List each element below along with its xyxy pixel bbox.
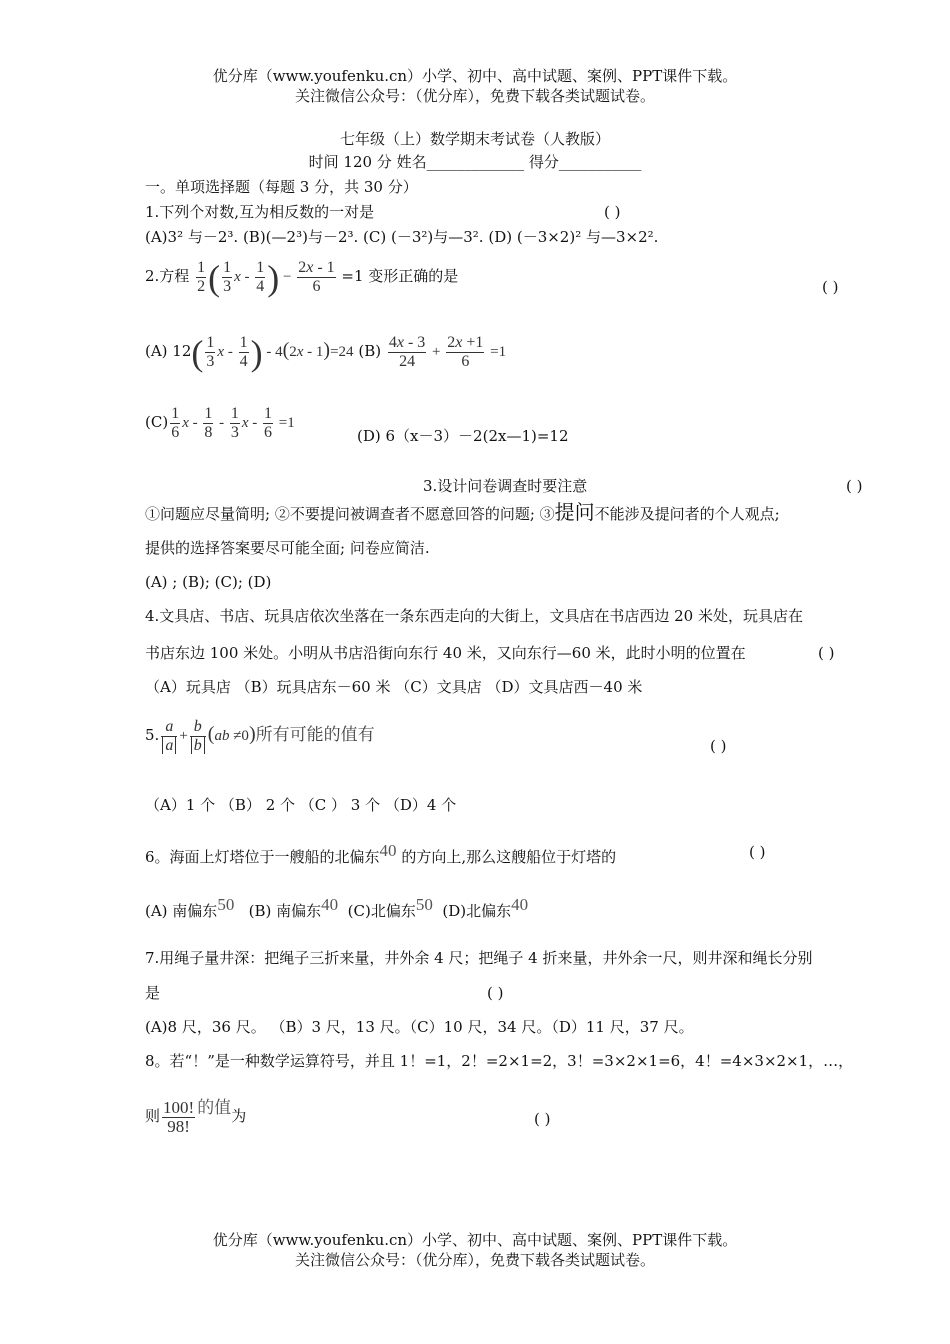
q6-option-d: (D)北偏东: [442, 902, 512, 920]
q6-stem-a: 6。海面上灯塔位于一艘船的北偏东: [145, 848, 380, 866]
q3-options: (A) ; (B); (C); (D): [145, 573, 272, 591]
q2-option-b-expr: $\frac{4x - 3}{24}$ + $\frac{2x +1}{6}$ =1: [388, 334, 507, 371]
q2-option-a-rhs: =24: [330, 344, 354, 360]
q6-option-d-value: 40: [511, 895, 529, 914]
q2-option-b-label: (B): [358, 342, 382, 360]
q1-stem: 1.下列个对数,互为相反数的一对是: [145, 203, 375, 221]
footer-line-2: 关注微信公众号：（优分库），免费下载各类试题试卷。: [294, 1251, 655, 1269]
q6-option-b-value: 40: [321, 895, 339, 914]
q2-equation: $\frac{1}{2}$ ( $\frac{1}{3}$ x - $\frac{1}{4}$ ) − $\frac{2x - 1}{6}$: [197, 257, 335, 298]
exam-info: 时间 120 分 姓名_____________ 得分___________: [308, 153, 642, 171]
header-line-2: 关注微信公众号：（优分库），免费下载各类试题试卷。: [294, 87, 655, 105]
q6-option-b: (B) 南偏东: [248, 902, 322, 920]
q3-line1-part-a: ①问题应尽量简明; ②不要提问被调查者不愿意回答的问题; ③: [145, 505, 555, 523]
q2-option-a-label: (A) 12: [145, 342, 192, 360]
section-heading: 一。单项选择题（每题 3 分，共 30 分）: [145, 178, 418, 196]
q2-stem: [145, 256, 458, 298]
q5-answer-bracket: ( ): [710, 737, 727, 755]
q2-suffix: =1 变形正确的是: [341, 267, 459, 285]
q6-options: [145, 890, 528, 926]
q6-option-a: (A) 南偏东: [145, 902, 218, 920]
q8-denominator: 98!: [167, 1116, 190, 1136]
q4-options: （A）玩具店 （B）玩具店东－60 米 （C）文具店 （D）文具店西－40 米: [145, 678, 643, 696]
q2-option-c-label: (C): [145, 413, 169, 431]
q2-option-c-expr: $\frac{1}{6}$ x - $\frac{1}{8}$ - $\frac{1}{3}$ x - $\frac{1}{6}$ =1: [171, 405, 295, 442]
q5-suffix: 所有可能的值有: [255, 725, 375, 745]
exam-title: 七年级（上）数学期末考试卷（人教版）: [339, 130, 610, 148]
q6-option-a-value: 50: [217, 895, 235, 914]
q1-answer-bracket: ( ): [604, 203, 621, 221]
q7-line2: 是: [145, 984, 161, 1002]
q3-line2: 提供的选择答案要尽可能全面; 问卷应简洁.: [145, 539, 430, 557]
q8-line1: 8。若“！”是一种数学运算符号，并且 1！=1，2！=2×1=2，3！=3×2×1=6，4！=4×3×2×1，…，: [145, 1052, 854, 1070]
q8-line2: [145, 1086, 246, 1138]
q3-stem: 3.设计问卷调查时要注意: [423, 477, 588, 495]
q4-line1: 4.文具店、书店、玩具店依次坐落在一条东西走向的大街上，文具店在书店西边 20 米处，玩具店在: [145, 607, 803, 625]
q6-angle: 40: [379, 841, 397, 860]
q3-line1-part-b: 提问: [554, 500, 595, 524]
q3-line1-part-c: 不能涉及提问者的个人观点;: [594, 505, 780, 523]
q8-fraction: [162, 1099, 195, 1136]
q8-suffix: 为: [231, 1107, 247, 1125]
q6-answer-bracket: ( ): [749, 843, 766, 861]
q5-prefix: 5.: [145, 726, 160, 744]
q2-option-c: [145, 402, 295, 443]
q4-answer-bracket: ( ): [818, 644, 835, 662]
q2-option-d: (D) 6（x－3）－2(2x—1)=12: [357, 427, 569, 445]
q2-answer-bracket: ( ): [822, 278, 839, 296]
q3-answer-bracket: ( ): [846, 477, 863, 495]
q1-options: (A)3² 与－2³. (B)(—2³)与－2³. (C) (－3²)与—3². (D) (－3×2)² 与—3×2².: [145, 228, 659, 246]
q8-mid: 的值: [197, 1098, 232, 1118]
q2-options-ab: [145, 330, 506, 373]
q6-option-c: (C)北偏东: [347, 902, 416, 920]
q3-line1: [145, 500, 780, 526]
q7-answer-bracket: ( ): [487, 984, 504, 1002]
footer-line-1: 优分库（www.youfenku.cn）小学、初中、高中试题、案例、PPT课件下载。: [212, 1231, 738, 1249]
q6-stem-b: 的方向上,那么这艘船位于灯塔的: [396, 848, 617, 866]
q5-stem: [145, 712, 375, 758]
q2-option-a-expr: ( $\frac{1}{3}$ x - $\frac{1}{4}$ ) - 4(2x - 1): [191, 332, 331, 373]
q8-numerator: 100!: [163, 1097, 195, 1117]
q8-prefix: 则: [145, 1107, 161, 1125]
q2-prefix: 2.方程: [145, 267, 190, 285]
q8-answer-bracket: ( ): [534, 1110, 551, 1128]
q5-options: （A）1 个 （B） 2 个 （C ） 3 个 （D）4 个: [145, 796, 457, 814]
q7-options: (A)8 尺，36 尺。 （B）3 尺，13 尺。（C）10 尺，34 尺。（D）11 尺，37 尺。: [145, 1018, 694, 1036]
q7-line1: 7.用绳子量井深：把绳子三折来量，井外余 4 尺；把绳子 4 折来量，井外余一尺，则井深和绳长分别: [145, 949, 813, 967]
q6-option-c-value: 50: [415, 895, 433, 914]
q5-expression: $\frac{a}{a}$ + $\frac{b}{b}$ (ab ≠0): [159, 728, 255, 744]
q4-line2: 书店东边 100 米处。小明从书店沿街向东行 40 米，又向东行—60 米，此时小明的位置在: [145, 644, 746, 662]
header-line-1: 优分库（www.youfenku.cn）小学、初中、高中试题、案例、PPT课件下载。: [212, 67, 738, 85]
q6-stem: [145, 836, 616, 872]
